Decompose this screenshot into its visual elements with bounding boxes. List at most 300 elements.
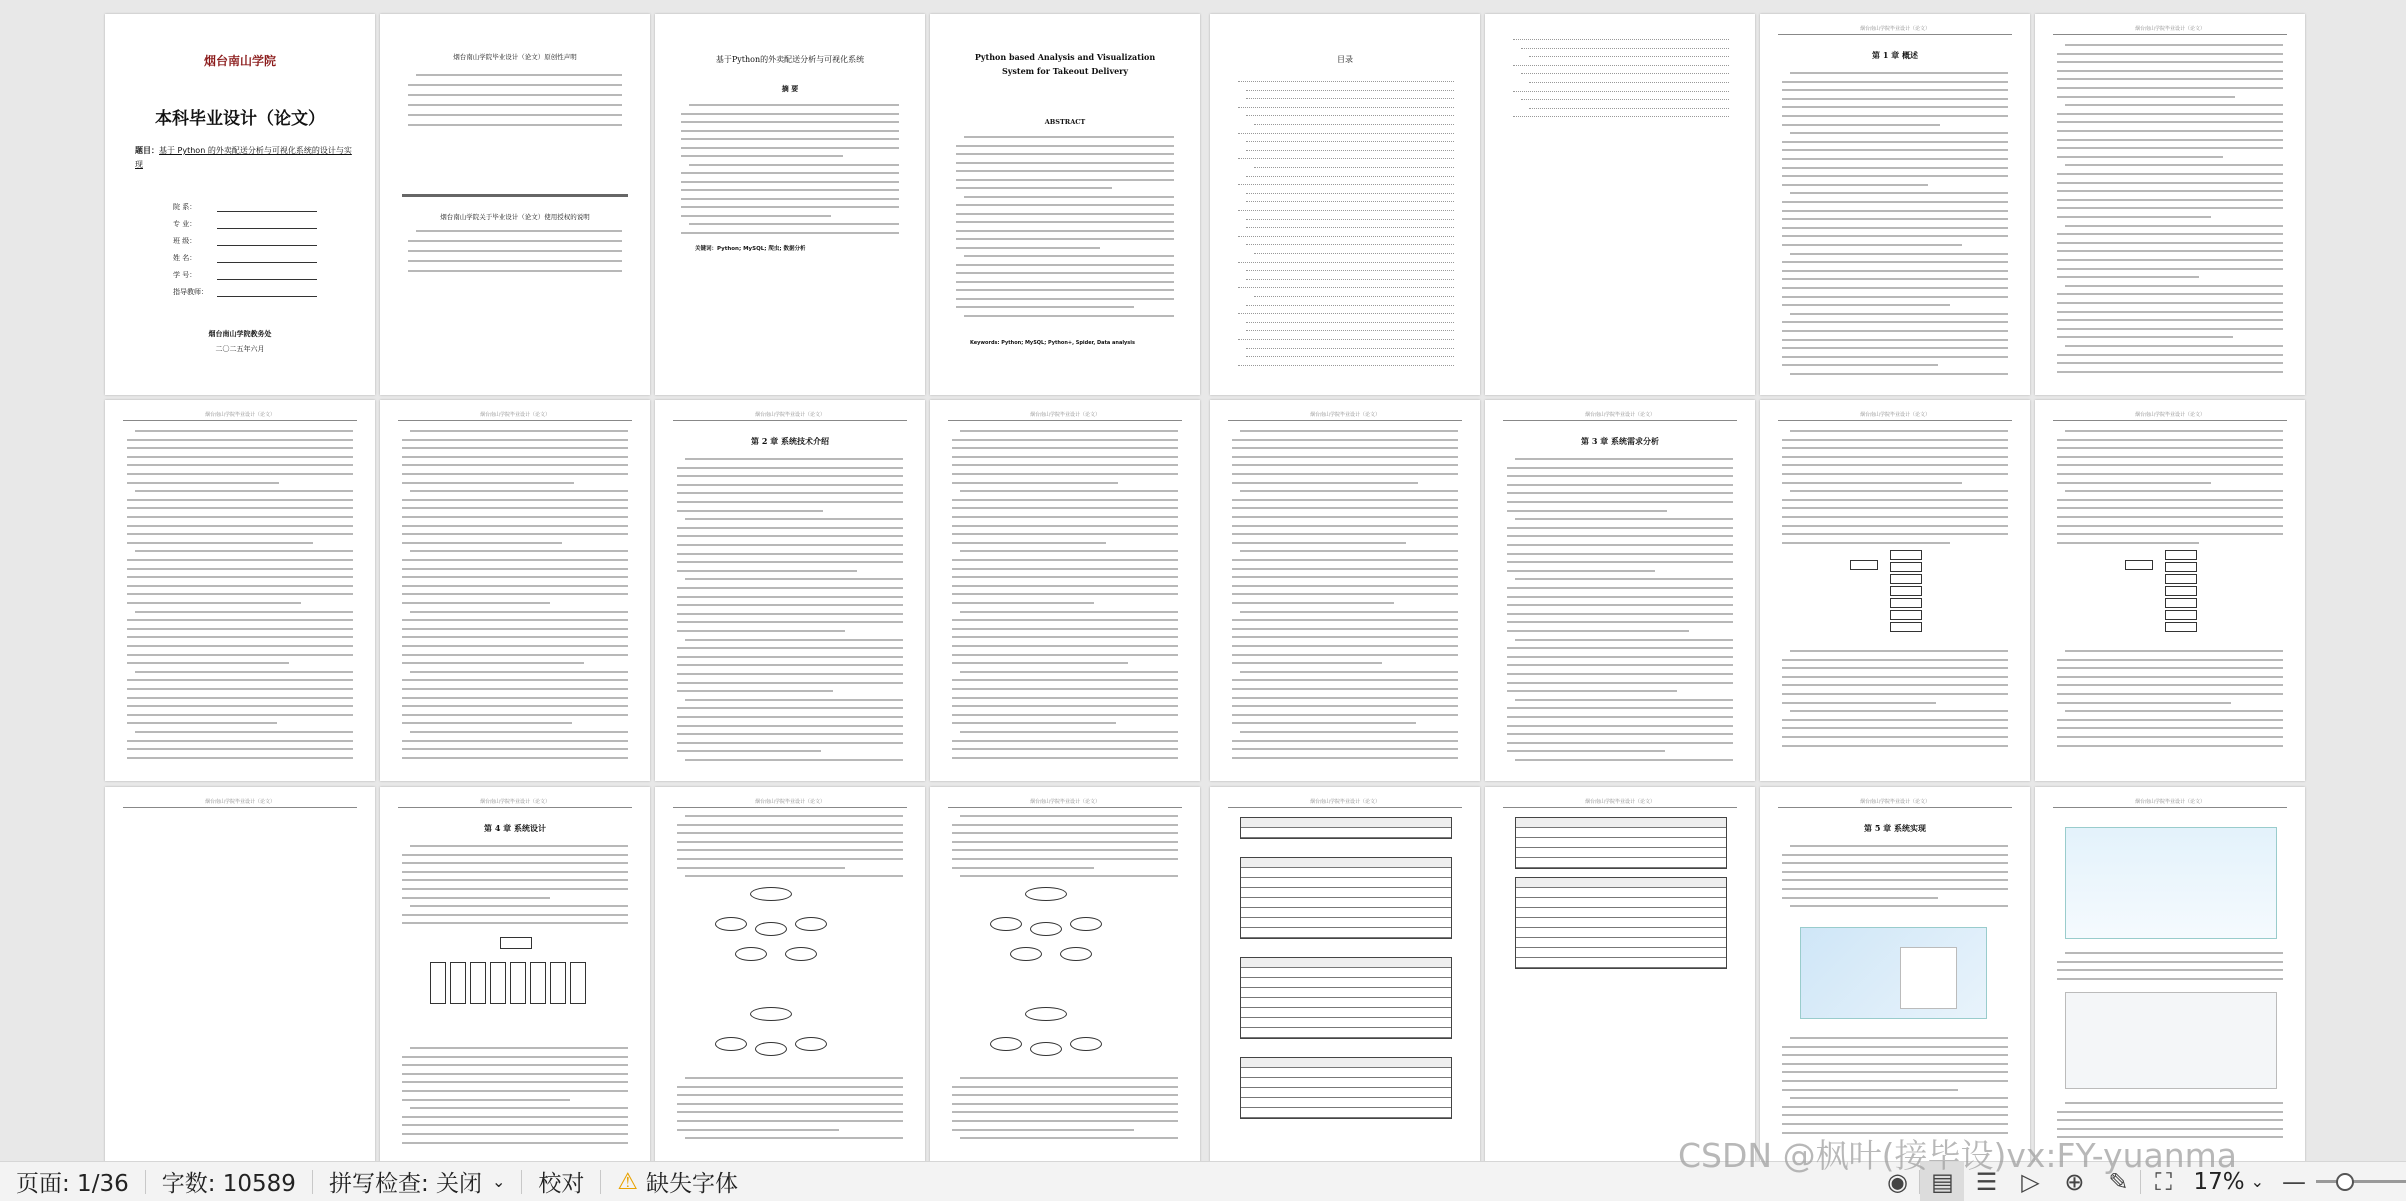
text-line: [677, 630, 845, 632]
text-line: [410, 731, 628, 733]
text-line: [2057, 96, 2235, 98]
cover-topic: [135, 144, 353, 172]
text-line: [1782, 1046, 2008, 1048]
text-line: [1507, 613, 1733, 615]
cover-field-underline: [217, 211, 317, 212]
text-line: [402, 705, 628, 707]
missing-font-button[interactable]: [601, 1162, 754, 1201]
toc-entry[interactable]: [1246, 192, 1454, 194]
text-line: [402, 636, 628, 638]
text-line: [952, 542, 1106, 544]
pen-icon[interactable]: ✎: [2108, 1167, 2129, 1196]
page-header: 烟台南山学院毕业设计（论文）: [1503, 412, 1737, 421]
table-row: [1241, 818, 1451, 828]
table-row: [1516, 908, 1726, 918]
text-line: [1232, 525, 1458, 527]
text-line: [127, 576, 353, 578]
web-view-icon[interactable]: ⊕: [2064, 1167, 2085, 1196]
text-line: [2057, 516, 2283, 518]
text-line: [402, 897, 550, 899]
page-view-icon[interactable]: ▤: [1920, 1162, 1964, 1201]
text-line: [127, 447, 353, 449]
toc-entry[interactable]: [1254, 166, 1454, 168]
text-line: [677, 1120, 903, 1122]
text-line: [960, 815, 1178, 817]
text-line: [1232, 757, 1458, 759]
text-line: [1232, 533, 1458, 535]
text-line: [2057, 233, 2283, 235]
text-line: [127, 533, 353, 535]
text-line: [952, 636, 1178, 638]
text-line: [685, 759, 903, 761]
text-line: [1790, 192, 2008, 194]
text-line: [410, 671, 628, 673]
text-line: [952, 499, 1178, 501]
text-line: [956, 306, 1134, 308]
text-line: [964, 136, 1174, 138]
page-thumbnail-24[interactable]: [2035, 787, 2305, 1161]
table-row: [1241, 968, 1451, 978]
text-line: [408, 84, 622, 86]
text-line: [2057, 961, 2283, 963]
page-thumbnail-1[interactable]: [105, 14, 375, 395]
text-line: [681, 172, 899, 174]
text-line: [416, 74, 622, 76]
text-line: [2057, 659, 2283, 661]
text-line: [2057, 156, 2223, 158]
school-logo: 烟台南山学院: [203, 54, 276, 68]
outline-view-icon[interactable]: ☰: [1975, 1167, 1998, 1196]
toc-entry[interactable]: [1238, 157, 1454, 159]
toc-entry[interactable]: [1513, 64, 1729, 66]
en-abstract-heading: ABSTRACT: [1044, 118, 1086, 126]
page-thumbnail-15[interactable]: [1760, 400, 2030, 781]
text-line: [1782, 516, 2008, 518]
toc-entry[interactable]: [1238, 80, 1454, 82]
text-line: [2057, 447, 2283, 449]
text-line: [1507, 725, 1733, 727]
table-row: [1241, 928, 1451, 938]
text-line: [952, 1094, 1178, 1096]
page-header: 烟台南山学院毕业设计（论文）: [1778, 26, 2012, 35]
toc-entry[interactable]: [1246, 321, 1454, 323]
toc-entry[interactable]: [1238, 286, 1454, 288]
text-line: [964, 315, 1174, 317]
diagram-node: [715, 917, 747, 931]
toc-entry[interactable]: [1246, 304, 1454, 306]
text-line: [1232, 593, 1458, 595]
page-thumbnail-21[interactable]: [1210, 787, 1480, 1161]
text-line: [1232, 688, 1458, 690]
zoom-slider-thumb[interactable]: [2336, 1173, 2354, 1191]
text-line: [402, 645, 628, 647]
text-line: [127, 482, 279, 484]
diagram-node: [990, 917, 1022, 931]
cn-abstract-title: 基于Python的外卖配送分析与可视化系统: [715, 55, 865, 64]
text-line: [960, 875, 1178, 877]
text-line: [2057, 216, 2211, 218]
text-line: [2057, 328, 2283, 330]
text-line: [1232, 576, 1458, 578]
text-line: [685, 1077, 903, 1079]
toc-entry[interactable]: [1246, 149, 1454, 151]
table-row: [1516, 838, 1726, 848]
text-line: [677, 621, 903, 623]
diagram-node: [1030, 922, 1062, 936]
text-line: [952, 568, 1178, 570]
text-line: [402, 585, 628, 587]
table-row: [1241, 1068, 1451, 1078]
toc-entry[interactable]: [1238, 209, 1454, 211]
text-line: [402, 879, 628, 881]
page-header: 烟台南山学院毕业设计（论文）: [673, 412, 907, 421]
toc-entry[interactable]: [1246, 347, 1454, 349]
page-thumbnail-7[interactable]: [1760, 14, 2030, 395]
warning-icon: ⚠: [617, 1168, 639, 1195]
text-line: [1507, 561, 1733, 563]
text-line: [1232, 748, 1458, 750]
diagram-node: [1890, 622, 1922, 632]
diagram-node: [1890, 586, 1922, 596]
toc-entry[interactable]: [1529, 107, 1729, 109]
text-line: [1782, 115, 2008, 117]
toc-entry[interactable]: [1246, 200, 1454, 202]
page-thumbnail-6[interactable]: [1485, 14, 1755, 395]
text-line: [1507, 475, 1733, 477]
toc-entry[interactable]: [1521, 98, 1729, 100]
toc-entry[interactable]: [1529, 81, 1729, 83]
toc-entry[interactable]: [1246, 355, 1454, 357]
text-line: [677, 1094, 903, 1096]
page-thumbnail-20[interactable]: [930, 787, 1200, 1161]
cover-topic-value: 基于 Python 的外卖配送分析与可视化系统的设计与实现: [135, 146, 352, 169]
text-line: [952, 507, 1178, 509]
text-line: [956, 162, 1174, 164]
page-thumbnail-19[interactable]: [655, 787, 925, 1161]
page-thumbnail-3[interactable]: [655, 14, 925, 395]
text-line: [1232, 439, 1458, 441]
text-line: [2057, 276, 2199, 278]
text-line: [952, 447, 1178, 449]
toc-entry[interactable]: [1246, 269, 1454, 271]
table-row: [1241, 1108, 1451, 1118]
toc-entry[interactable]: [1246, 329, 1454, 331]
page-thumbnail-16[interactable]: [2035, 400, 2305, 781]
text-line: [2057, 190, 2283, 192]
toc-entry[interactable]: [1254, 123, 1454, 125]
cover-field: 姓 名：: [173, 254, 197, 262]
toc-entry[interactable]: [1246, 226, 1454, 228]
text-line: [2057, 978, 2283, 980]
text-line: [960, 490, 1178, 492]
cover-field-underline: [217, 296, 317, 297]
text-line: [960, 671, 1178, 673]
text-line: [2057, 293, 2283, 295]
text-line: [2065, 710, 2283, 712]
toc-entry[interactable]: [1246, 278, 1454, 280]
text-line: [127, 705, 353, 707]
text-line: [1782, 89, 2008, 91]
zoom-out-icon[interactable]: —: [2282, 1167, 2306, 1196]
toc-entry[interactable]: [1513, 90, 1729, 92]
data-table: [1240, 817, 1452, 839]
spell-check-toggle[interactable]: [313, 1162, 521, 1201]
eye-icon[interactable]: ◉: [1886, 1167, 1908, 1196]
text-line: [2065, 650, 2283, 652]
page-thumbnail-10[interactable]: [380, 400, 650, 781]
toc-entry[interactable]: [1246, 114, 1454, 116]
toc-entry[interactable]: [1238, 312, 1454, 314]
text-line: [1790, 845, 2008, 847]
diagram-node: [2165, 598, 2197, 608]
text-line: [685, 1137, 903, 1139]
table-row: [1516, 818, 1726, 828]
data-table: [1240, 1057, 1452, 1119]
text-line: [1790, 710, 2008, 712]
text-line: [952, 867, 1094, 869]
text-line: [2057, 719, 2283, 721]
toc-entry[interactable]: [1254, 295, 1454, 297]
csdn-watermark: CSDN @枫叶(接毕设)vx:FY-yuanma: [1678, 1136, 2238, 1175]
text-line: [1232, 697, 1458, 699]
text-line: [952, 679, 1178, 681]
text-line: [956, 145, 1174, 147]
page-thumbnail-14[interactable]: [1485, 400, 1755, 781]
toc-entry[interactable]: [1513, 115, 1729, 117]
toc-entry[interactable]: [1246, 140, 1454, 142]
word-count[interactable]: 字数: 10589: [161, 1171, 296, 1197]
text-line: [1782, 719, 2008, 721]
table-row: [1516, 888, 1726, 898]
diagram-node: [1890, 574, 1922, 584]
page-thumbnail-12[interactable]: [930, 400, 1200, 781]
text-line: [1782, 854, 2008, 856]
table-row: [1241, 1058, 1451, 1068]
text-line: [952, 740, 1178, 742]
diagram-node: [755, 1042, 787, 1056]
diagram-node: [2165, 586, 2197, 596]
text-line: [1782, 330, 2008, 332]
text-line: [2057, 464, 2283, 466]
text-line: [402, 914, 628, 916]
toc-entry[interactable]: [1246, 97, 1454, 99]
text-line: [410, 490, 628, 492]
toc-entry[interactable]: [1238, 364, 1454, 366]
text-line: [1782, 244, 1962, 246]
text-line: [402, 447, 628, 449]
page-thumbnail-11[interactable]: [655, 400, 925, 781]
toc-entry[interactable]: [1254, 252, 1454, 254]
table-row: [1516, 928, 1726, 938]
proofread-button[interactable]: 校对: [538, 1171, 585, 1197]
zoom-slider[interactable]: [2316, 1162, 2406, 1201]
homepage-screenshot: [2065, 827, 2277, 939]
toc-entry[interactable]: [1246, 218, 1454, 220]
table-row: [1241, 998, 1451, 1008]
text-line: [2057, 533, 2283, 535]
text-line: [2057, 199, 2283, 201]
toc-entry[interactable]: [1246, 243, 1454, 245]
text-line: [681, 130, 899, 132]
text-line: [2057, 61, 2283, 63]
cn-abstract-heading: 摘 要: [781, 84, 799, 93]
text-line: [677, 716, 903, 718]
toc-entry[interactable]: [1521, 72, 1729, 74]
text-line: [1782, 702, 1936, 704]
text-line: [1232, 482, 1418, 484]
toc-entry[interactable]: [1246, 175, 1454, 177]
text-line: [2057, 542, 2199, 544]
diagram-node: [785, 947, 817, 961]
text-line: [677, 467, 903, 469]
page-indicator[interactable]: 页面: 1/36: [16, 1171, 129, 1197]
text-line: [402, 619, 628, 621]
toc-entry[interactable]: [1238, 106, 1454, 108]
authorization-title: 烟台南山学院关于毕业设计（论文）使用授权的说明: [440, 213, 590, 221]
data-table: [1240, 857, 1452, 939]
text-line: [2065, 1102, 2283, 1104]
cover-field: 学 号：: [173, 271, 197, 279]
text-line: [1782, 1106, 2008, 1108]
text-line: [1790, 905, 2008, 907]
text-line: [127, 654, 353, 656]
text-line: [2057, 311, 2283, 313]
text-line: [2057, 302, 2283, 304]
text-line: [1782, 456, 2008, 458]
text-line: [410, 1047, 628, 1049]
text-line: [1232, 516, 1458, 518]
diagram-node: [1060, 947, 1092, 961]
text-line: [410, 550, 628, 552]
play-icon[interactable]: ▷: [2021, 1167, 2040, 1196]
toc-entry[interactable]: [1238, 235, 1454, 237]
data-table: [1515, 877, 1727, 969]
text-line: [127, 439, 353, 441]
text-line: [956, 187, 1112, 189]
text-line: [1515, 518, 1733, 520]
text-line: [127, 507, 353, 509]
text-line: [677, 492, 903, 494]
text-line: [1782, 862, 2008, 864]
text-line: [402, 593, 628, 595]
text-line: [1507, 647, 1733, 649]
text-line: [408, 94, 622, 96]
text-line: [1507, 492, 1733, 494]
text-line: [677, 867, 845, 869]
text-line: [1507, 621, 1733, 623]
text-line: [1782, 473, 2008, 475]
text-line: [964, 255, 1174, 257]
text-line: [402, 748, 628, 750]
text-line: [1782, 525, 2008, 527]
text-line: [685, 578, 903, 580]
page-header: 烟台南山学院毕业设计（论文）: [1228, 799, 1462, 808]
toc-entry[interactable]: [1238, 132, 1454, 134]
text-line: [402, 1090, 628, 1092]
cover-field: 班 级：: [173, 237, 197, 245]
text-line: [2057, 969, 2283, 971]
table-row: [1516, 958, 1726, 968]
diagram-node: [490, 962, 506, 1004]
login-form: [1900, 947, 1957, 1009]
text-line: [685, 815, 903, 817]
toc-entry[interactable]: [1529, 55, 1729, 57]
text-line: [410, 1107, 628, 1109]
page-thumbnail-13[interactable]: [1210, 400, 1480, 781]
text-line: [127, 697, 353, 699]
table-row: [1516, 898, 1726, 908]
text-line: [1507, 690, 1677, 692]
text-line: [127, 628, 353, 630]
text-line: [402, 602, 550, 604]
text-line: [1790, 1037, 2008, 1039]
text-line: [677, 596, 903, 598]
text-line: [2057, 87, 2283, 89]
page-header: 烟台南山学院毕业设计（论文）: [2053, 799, 2287, 808]
page-thumbnail-2[interactable]: [380, 14, 650, 395]
page-header: 烟台南山学院毕业设计（论文）: [2053, 412, 2287, 421]
page-thumbnail-17[interactable]: [105, 787, 375, 1161]
page-thumbnail-9[interactable]: [105, 400, 375, 781]
text-line: [677, 832, 903, 834]
text-line: [1782, 693, 2008, 695]
chapter-heading: 第 5 章 系统实现: [1864, 823, 1926, 833]
text-line: [402, 456, 628, 458]
page-thumbnail-4[interactable]: [930, 14, 1200, 395]
table-row: [1516, 948, 1726, 958]
diagram-node: [2165, 550, 2197, 560]
page-thumbnail-23[interactable]: [1760, 787, 2030, 1161]
text-line: [402, 1142, 628, 1144]
page-header: 烟台南山学院毕业设计（论文）: [398, 412, 632, 421]
toc-entry[interactable]: [1521, 47, 1729, 49]
diagram-node: [1010, 947, 1042, 961]
text-line: [1507, 630, 1689, 632]
text-line: [952, 832, 1178, 834]
toc-entry[interactable]: [1238, 261, 1454, 263]
text-line: [1782, 210, 2008, 212]
page-thumbnail-18[interactable]: [380, 787, 650, 1161]
text-line: [681, 189, 899, 191]
text-line: [1240, 611, 1458, 613]
text-line: [1782, 106, 2008, 108]
text-line: [1782, 261, 2008, 263]
text-line: [410, 905, 628, 907]
page-thumbnail-22[interactable]: [1485, 787, 1755, 1161]
toc-entry[interactable]: [1513, 38, 1729, 40]
text-line: [960, 1137, 1178, 1139]
toc-entry[interactable]: [1246, 89, 1454, 91]
text-line: [2057, 439, 2283, 441]
text-line: [952, 654, 1178, 656]
page-thumbnail-5[interactable]: [1210, 14, 1480, 395]
fit-page-icon[interactable]: ⛶: [2155, 1167, 2172, 1196]
text-line: [127, 662, 289, 664]
text-line: [2065, 164, 2283, 166]
text-line: [127, 568, 353, 570]
toc-entry[interactable]: [1238, 183, 1454, 185]
text-line: [1782, 676, 2008, 678]
toc-entry[interactable]: [1238, 338, 1454, 340]
text-line: [1507, 656, 1733, 658]
text-line: [677, 1103, 903, 1105]
text-line: [1507, 544, 1733, 546]
spell-check-label: 拼写检查: 关闭: [328, 1171, 483, 1197]
text-line: [681, 232, 899, 234]
text-line: [127, 636, 353, 638]
text-line: [402, 1099, 570, 1101]
page-thumbnail-8[interactable]: [2035, 14, 2305, 395]
